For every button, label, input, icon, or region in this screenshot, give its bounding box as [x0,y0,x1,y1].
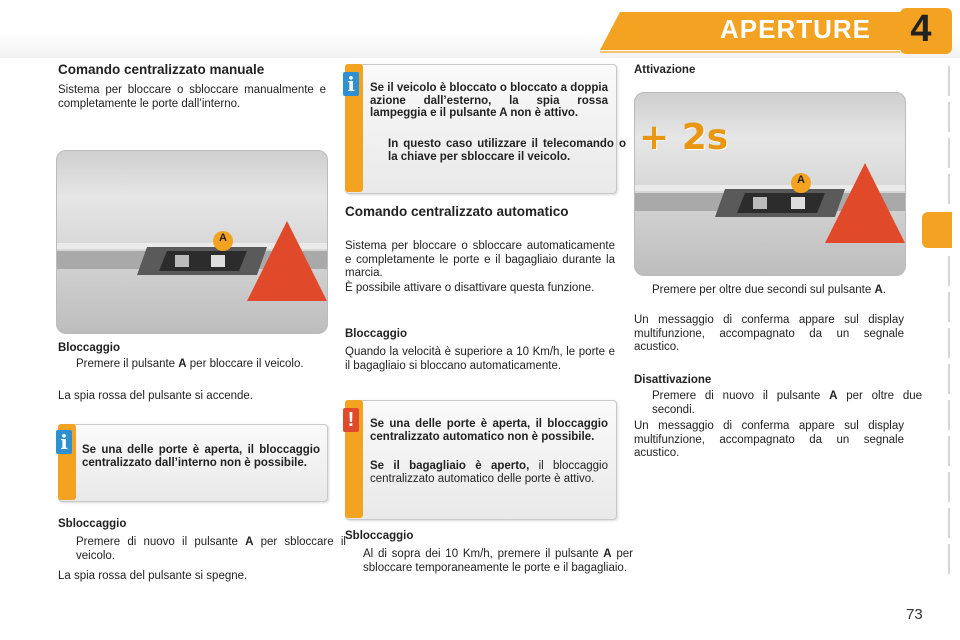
right-deactivation-heading: Disattivazione [634,374,712,386]
middle-unlock-bullet-post: per sbloccare temporaneamente le porte e il bagagliaio. [363,548,633,574]
chapter-tab[interactable] [928,256,950,286]
left-unlock-bullet-pre: Premere di nuovo il pulsante [76,536,246,548]
middle-unlock-heading: Sbloccaggio [345,530,414,542]
chapter-tab[interactable] [928,544,950,574]
left-intro: Sistema per bloccare o sbloccare manualmente e completamente le porte dall’interno. [58,84,326,110]
chapter-tab[interactable] [928,508,950,538]
button-a-label: A [219,232,227,244]
chapter-tab[interactable] [928,66,950,96]
left-unlock-note: La spia rossa del pulsante si spegne. [58,570,248,582]
info-icon: i [56,430,72,454]
right-activation-bullet-key: A [874,284,883,296]
left-lock-heading: Bloccaggio [58,342,120,354]
chapter-tab[interactable] [928,102,950,132]
right-deactivation-bullet-post: per oltre due secondi. [652,390,923,416]
left-unlock-heading: Sbloccaggio [58,518,127,530]
middle-intro-2: È possibile attivare o disattivare questa funzione. [345,282,595,294]
middle-section-title: Comando centralizzato automatico [345,204,569,219]
car-door-photo-right [634,92,906,276]
right-deactivation-bullet [634,390,922,417]
middle-warning-text-1: Se una delle porte è aperta, il bloccaggio centralizzato automatico non è possibile. [370,418,608,443]
right-activation-bullet-post: . [882,284,886,296]
chapter-tab[interactable] [928,328,950,358]
page-title: APERTURE [720,14,872,44]
door-button-illustration [57,151,327,333]
left-unlock-bullet-key: A [245,536,254,548]
left-lock-bullet-pre: Premere il pulsante [76,358,179,370]
middle-info-text: Se il veicolo è bloccato o bloccato a doppia azione dall’esterno, la spia rossa lampeggia e il pulsante A non è attivo. [370,82,608,119]
chapter-number: 4 [910,8,932,50]
left-section-title: Comando centralizzato manuale [58,62,265,77]
chapter-tab[interactable] [928,138,950,168]
middle-warning-text-2 [370,460,608,485]
right-activation-bullet [634,284,922,298]
car-door-photo-left [56,150,328,334]
chapter-tab-rail [928,66,948,576]
middle-warning-text-2-bold: Se il bagagliaio è aperto, [370,460,530,472]
chapter-tab[interactable] [928,436,950,466]
chapter-tab[interactable] [928,174,950,204]
right-deactivation-bullet-key: A [829,390,838,402]
right-deactivation-note: Un messaggio di conferma appare sul display multifunzione, accompagnato da un segnale acustico. [634,420,904,459]
left-lock-bullet-key: A [178,358,187,370]
left-lock-bullet [58,358,346,372]
chapter-tab[interactable] [928,292,950,322]
chapter-tab[interactable] [928,400,950,430]
hold-duration-label: + 2s [639,117,729,158]
left-lock-note: La spia rossa del pulsante si accende. [58,390,253,402]
chapter-tab-active[interactable] [922,212,952,248]
left-unlock-bullet [58,536,346,563]
middle-lock-text: Quando la velocità è superiore a 10 Km/h, le porte e il bagagliaio si bloccano automaticamente. [345,346,615,372]
middle-unlock-bullet [345,548,633,575]
chapter-tab[interactable] [928,472,950,502]
middle-intro-1: Sistema per bloccare o sbloccare automaticamente e completamente le porte e il bagagliaio durante la marcia. [345,240,615,279]
left-info-text: Se una delle porte è aperta, il bloccaggio centralizzato dall’interno non è possibile. [82,444,320,469]
middle-lock-heading: Bloccaggio [345,328,407,340]
button-a-label: A [797,174,805,186]
middle-warning-text-2-rest: il bloccaggio centralizzato automatico delle porte è attivo. [370,460,608,485]
right-activation-heading: Attivazione [634,64,696,76]
warning-icon: ! [343,408,359,432]
middle-info-bullet-text: In questo caso utilizzare il telecomando o la chiave per sbloccare il veicolo. [388,138,626,163]
left-lock-bullet-post: per bloccare il veicolo. [186,358,304,370]
middle-unlock-bullet-key: A [603,548,612,560]
middle-info-bullet [370,138,626,163]
middle-unlock-bullet-pre: Al di sopra dei 10 Km/h, premere il pulsante [363,548,604,560]
info-icon: i [343,72,359,96]
right-activation-bullet-pre: Premere per oltre due secondi sul pulsante [652,284,875,296]
chapter-tab[interactable] [928,364,950,394]
right-activation-note: Un messaggio di conferma appare sul display multifunzione, accompagnato da un segnale acustico. [634,314,904,353]
left-unlock-bullet-post: per sbloccare il veicolo. [76,536,346,562]
right-deactivation-bullet-pre: Premere di nuovo il pulsante [652,390,830,402]
page-number: 73 [906,606,923,623]
